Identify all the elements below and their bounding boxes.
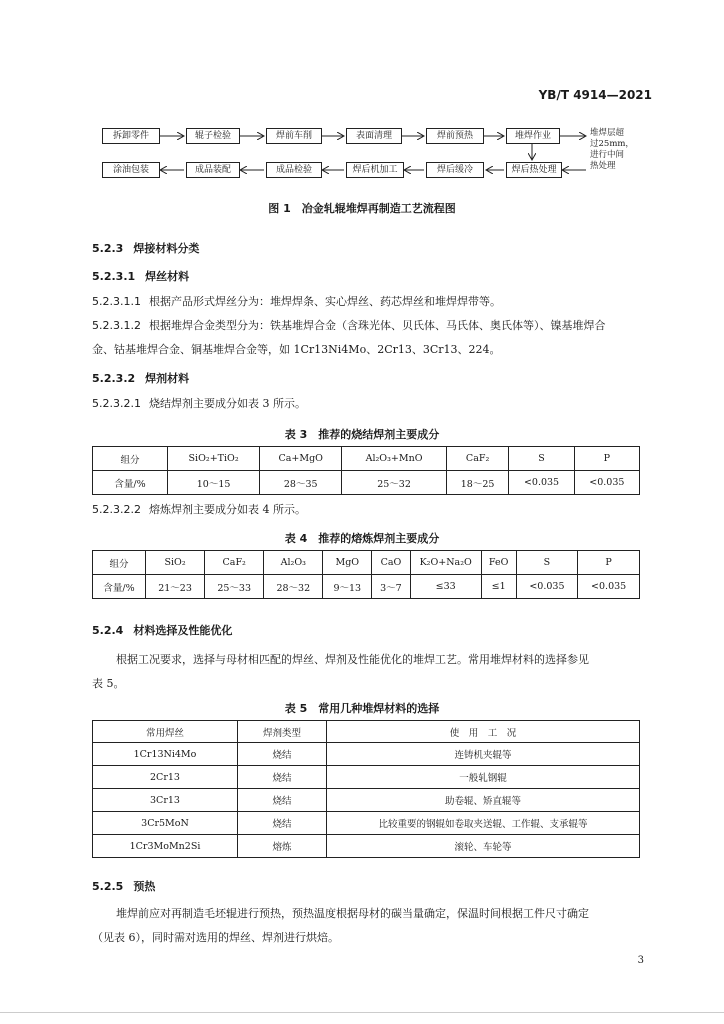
page-bottom-divider [0,1012,724,1013]
flow-step-disassemble: 拆卸零件 [102,128,160,144]
table-row: 组分 SiO₂+TiO₂ Ca+MgO Al₂O₃+MnO CaF₂ S P [93,447,640,471]
flow-step-oil-packing: 涂油包装 [102,162,160,178]
table-row: 含量/% 10～15 28～35 25～32 18～25 <0.035 <0.035 [93,471,640,495]
para-5-2-3-1-1: 5.2.3.1.1 根据产品形式焊丝分为：堆焊焊条、实心焊丝、药芯焊丝和堆焊焊带等。 [92,295,501,308]
flow-step-surfacing: 堆焊作业 [506,128,560,144]
table-row: 3Cr13 烧结 助卷辊、矫直辊等 [93,789,640,812]
table4 [92,550,640,599]
page-number: 3 [637,955,644,966]
table-row: 组分 SiO₂ CaF₂ Al₂O₃ MgO CaO K₂O+Na₂O FeO S P [93,551,640,575]
table-row: 1Cr3MoMn2Si 熔炼 滚轮、车轮等 [93,835,640,858]
table3 [92,446,640,495]
para-5-2-3-2-2: 5.2.3.2.2 熔炼焊剂主要成分如表 4 所示。 [92,503,306,516]
standard-id: YB/T 4914—2021 [538,88,652,102]
table5-caption: 表 5 常用几种堆焊材料的选择 [284,702,440,715]
table3-caption: 表 3 推荐的烧结焊剂主要成分 [284,428,440,441]
process-flow-chart [0,0,724,200]
table4-caption: 表 4 推荐的熔炼焊剂主要成分 [284,532,440,545]
para-5-2-3-1-2: 5.2.3.1.2 根据堆焊合金类型分为：铁基堆焊合金（含珠光体、贝氏体、马氏体、奥氏体等）、镍基堆焊合 金、钴基堆焊合金、铜基堆焊合金等，如 1Cr13Ni4Mo、2Cr13、3Cr13、224。 [92,319,606,356]
section-5-2-3-2-heading: 5.2.3.2 焊剂材料 [92,372,190,385]
para-5-2-3-2-1: 5.2.3.2.1 烧结焊剂主要成分如表 3 所示。 [92,397,306,410]
section-5-2-3-heading: 5.2.3 焊接材料分类 [92,242,200,255]
flow-step-final-inspection: 成品检验 [266,162,322,178]
flow-step-surface-cleaning: 表面清理 [346,128,402,144]
section-5-2-5-heading: 5.2.5 预热 [92,880,156,893]
table5 [92,720,640,858]
section-5-2-3-1-heading: 5.2.3.1 焊丝材料 [92,270,190,283]
flow-step-preheat: 焊前预热 [426,128,484,144]
flow-step-slow-cooling: 焊后缓冷 [426,162,484,178]
flow-step-roll-inspection: 辊子检验 [186,128,240,144]
para-5-2-5: 堆焊前应对再制造毛坯辊进行预热，预热温度根据母材的碳当量确定，保温时间根据工件尺寸确定 （见表 6），同时需对选用的焊丝、焊剂进行烘焙。 [92,907,589,944]
table-row: 含量/% 21～23 25～33 28～32 9～13 3～7 ≤33 ≤1 <0.035 <0.035 [93,575,640,599]
flow-step-post-machining: 焊后机加工 [346,162,404,178]
flow-step-pre-turning: 焊前车削 [266,128,322,144]
table-row: 常用焊丝 焊剂类型 使 用 工 况 [93,721,640,743]
table-row: 3Cr5MoN 烧结 比较重要的钢辊如卷取夹送辊、工作辊、支承辊等 [93,812,640,835]
section-5-2-4-heading: 5.2.4 材料选择及性能优化 [92,624,233,637]
para-5-2-4: 根据工况要求，选择与母材相匹配的焊丝、焊剂及性能优化的堆焊工艺。常用堆焊材料的选择参见 表 5。 [92,653,589,690]
figure-caption: 图 1 冶金轧辊堆焊再制造工艺流程图 [268,202,456,215]
table-row: 2Cr13 烧结 一般轧钢辊 [93,766,640,789]
table-row: 1Cr13Ni4Mo 烧结 连铸机夹辊等 [93,743,640,766]
flow-step-post-heat-treatment: 焊后热处理 [506,162,562,178]
flow-note: 堆焊层超 过25mm， 进行中间 热处理 [590,128,634,171]
flow-step-assembly: 成品装配 [186,162,240,178]
